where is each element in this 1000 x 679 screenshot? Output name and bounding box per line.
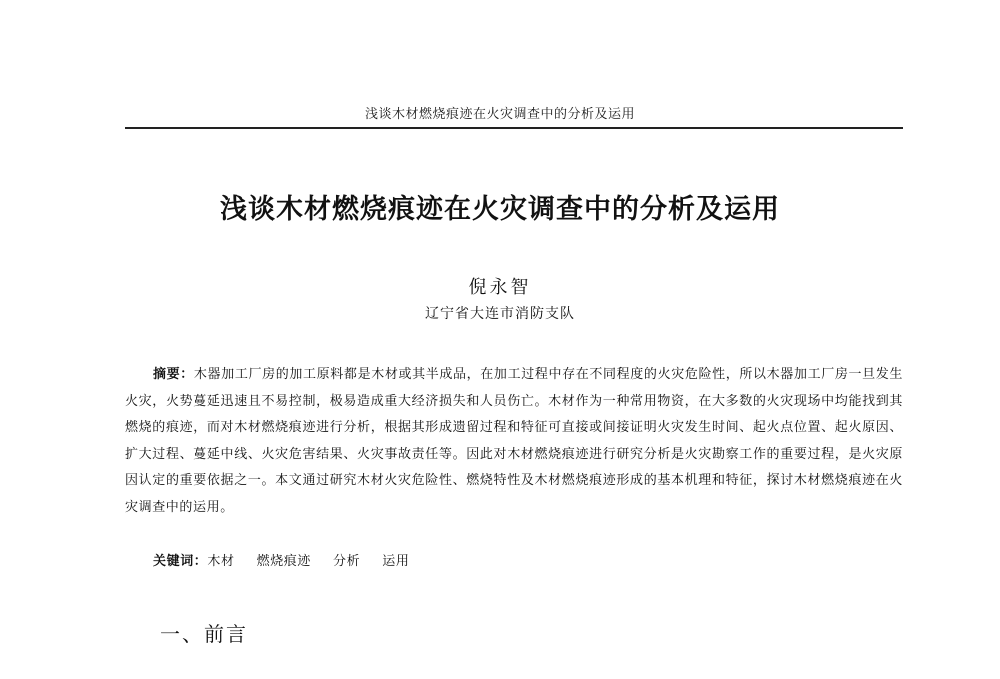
header-rule: [125, 127, 903, 129]
abstract-label: 摘要：: [153, 367, 194, 382]
abstract-text: 木器加工厂房的加工原料都是木材或其半成品，在加工过程中存在不同程度的火灾危险性，所以木器加工厂房一旦发生火灾，火势蔓延迅速且不易控制，极易造成重大经济损失和人员伤亡。木材作为一种常用物资，在大多数的火灾现场中均能找到其燃烧的痕迹，而对木材燃烧痕迹进行分析，根据其形成遗留过程和特征可直接或间接证明火灾发生时间、起火点位置、起火原因、扩大过程、蔓延中线、火灾危害结果、火灾事故责任等。因此对木材燃烧痕迹进行研究分析是火灾勘察工作的重要过程，是火灾原因认定的重要依据之一。本文通过研究木材火灾危险性、燃烧特性及木材燃烧痕迹形成的基本机理和特征，探讨木材燃烧痕迹在火灾调查中的运用。: [125, 367, 903, 515]
keyword: 木材: [207, 554, 235, 569]
section-heading: 一、前言: [160, 622, 248, 646]
keywords-label: 关键词：: [153, 554, 208, 569]
keyword: 分析: [333, 554, 361, 569]
keywords: [153, 550, 431, 569]
paper-title: 浅谈木材燃烧痕迹在火灾调查中的分析及运用: [220, 194, 780, 225]
author: 倪永智: [468, 277, 532, 298]
keyword: 燃烧痕迹: [256, 554, 312, 569]
keyword: 运用: [382, 554, 410, 569]
running-header: 浅谈木材燃烧痕迹在火灾调查中的分析及运用: [364, 107, 635, 122]
abstract: [125, 362, 903, 522]
affiliation: 辽宁省大连市消防支队: [425, 306, 575, 322]
